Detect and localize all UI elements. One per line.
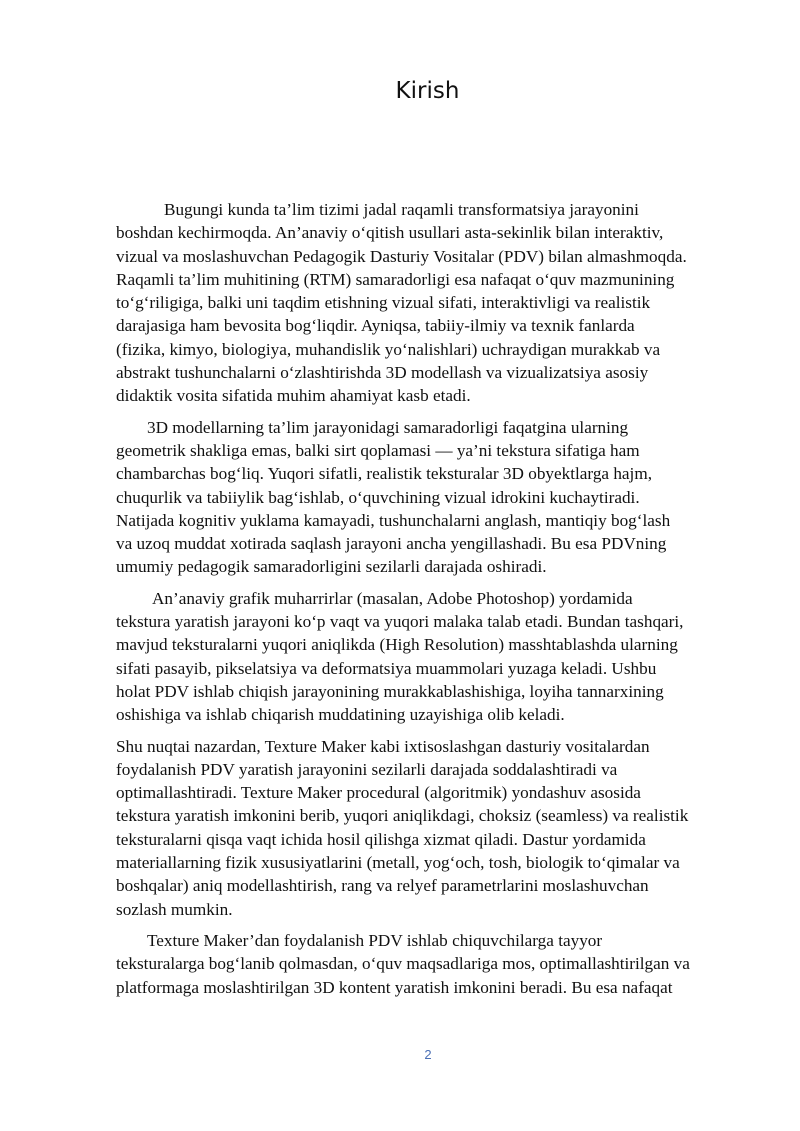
text-line: to‘g‘riligiga, balki uni taqdim etishning vizual sifati, interaktivligi va realistik: [116, 293, 651, 313]
text-line: boshdan kechirmoqda. An’anaviy o‘qitish usullari asta-sekinlik bilan interaktiv,: [116, 223, 664, 243]
text-line: didaktik vosita sifatida muhim ahamiyat kasb etadi.: [116, 386, 471, 406]
paragraph-3: [116, 587, 746, 727]
text-line: boshqalar) aniq modellashtirish, rang va relyef parametrlarini moslashuvchan: [116, 876, 649, 896]
text-line: Raqamli ta’lim muhitining (RTM) samaradorligi esa nafaqat o‘quv mazmunining: [116, 269, 675, 289]
text-line: holat PDV ishlab chiqish jarayonining murakkablashishiga, loyiha tannarxining: [116, 681, 664, 701]
text-line: tekstura yaratish jarayoni ko‘p vaqt va yuqori malaka talab etadi. Bundan tashqari,: [116, 612, 684, 632]
text-line: materiallarning fizik xususiyatlarini (metall, yog‘och, tosh, biologik to‘qimalar va: [116, 853, 680, 873]
text-line: sifati pasayib, pikselatsiya va deformatsiya muammolari yuzaga keladi. Ushbu: [116, 658, 657, 678]
text-line: platformaga moslashtirilgan 3D kontent yaratish imkonini beradi. Bu esa nafaqat: [116, 977, 673, 997]
text-line: umumiy pedagogik samaradorligini sezilarli darajada oshiradi.: [116, 557, 547, 577]
paragraph-4: [116, 735, 746, 921]
text-line: sozlash mumkin.: [116, 899, 233, 919]
page-number: 2: [424, 1047, 432, 1062]
text-line: Texture Maker’dan foydalanish PDV ishlab chiquvchilarga tayyor: [147, 930, 603, 950]
paragraph-1: [116, 198, 746, 408]
text-line: Shu nuqtai nazardan, Texture Maker kabi ixtisoslashgan dasturiy vositalardan: [116, 736, 650, 756]
text-line: optimallashtiradi. Texture Maker procedural (algoritmik) yondashuv asosida: [116, 783, 641, 803]
text-line: tekstura yaratish imkonini berib, yuqori aniqlikdagi, choksiz (seamless) va realistik: [116, 806, 689, 826]
paragraph-2: [116, 416, 746, 579]
text-line: foydalanish PDV yaratish jarayonini sezilarli darajada soddalashtiradi va: [116, 759, 618, 779]
text-line: (fizika, kimyo, biologiya, muhandislik yo‘nalishlari) uchraydigan murakkab va: [116, 339, 661, 359]
text-line: chuqurlik va tabiiylik bag‘ishlab, o‘quvchining vizual idrokini kuchaytiradi.: [116, 487, 640, 507]
document-body: [116, 198, 746, 1007]
text-line: darajasiga ham bevosita bog‘liqdir. Ayniqsa, tabiiy-ilmiy va texnik fanlarda: [116, 316, 635, 336]
page-title: Kirish: [395, 78, 460, 104]
text-line: abstrakt tushunchalarni o‘zlashtirishda 3D modellash va vizualizatsiya asosiy: [116, 363, 649, 383]
text-line: Bugungi kunda ta’lim tizimi jadal raqamli transformatsiya jarayonini: [164, 200, 639, 219]
text-line: mavjud teksturalarni yuqori aniqlikda (High Resolution) masshtablashda ularning: [116, 635, 678, 655]
paragraph-5: [116, 929, 746, 999]
text-line: Natijada kognitiv yuklama kamayadi, tushunchalarni anglash, mantiqiy bog‘lash: [116, 510, 671, 530]
text-line: 3D modellarning ta’lim jarayonidagi samaradorligi faqatgina ularning: [147, 417, 629, 437]
text-line: geometrik shakliga emas, balki sirt qoplamasi — ya’ni tekstura sifatiga ham: [116, 440, 640, 460]
text-line: va uzoq muddat xotirada saqlash jarayoni ancha yengillashadi. Bu esa PDVning: [116, 534, 667, 554]
text-line: vizual va moslashuvchan Pedagogik Dasturiy Vositalar (PDV) bilan almashmoqda.: [116, 246, 687, 266]
text-line: An’anaviy grafik muharrirlar (masalan, Adobe Photoshop) yordamida: [152, 588, 633, 608]
text-line: teksturalarni qisqa vaqt ichida hosil qilishga xizmat qiladi. Dastur yordamida: [116, 829, 646, 849]
text-line: chambarchas bog‘liq. Yuqori sifatli, realistik teksturalar 3D obyektlarga hajm,: [116, 464, 652, 484]
text-line: teksturalarga bog‘lanib qolmasdan, o‘quv maqsadlariga mos, optimallashtirilgan va: [116, 954, 690, 974]
text-line: oshishiga va ishlab chiqarish muddatining uzayishiga olib keladi.: [116, 705, 565, 725]
